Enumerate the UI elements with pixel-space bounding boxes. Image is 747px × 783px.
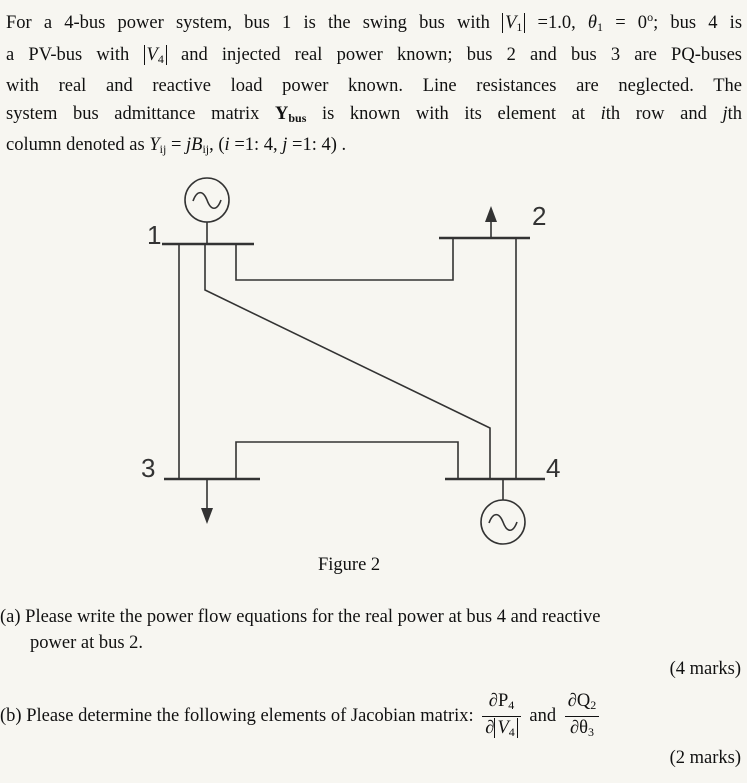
intro-text: th xyxy=(727,103,742,124)
ybus-symbol: Y xyxy=(274,103,289,124)
intro-text: =1: 4) . xyxy=(287,135,347,155)
sub: 2 xyxy=(590,698,597,712)
intro-line-3: with real and reactive load power known. Line resistances are neglected. The xyxy=(6,76,742,96)
and-word: and xyxy=(529,705,557,726)
intro-line-5 xyxy=(6,132,742,164)
question-a xyxy=(0,604,742,656)
var-i: i xyxy=(224,135,230,155)
question-a-line1: (a) Please write the power flow equations for the real power at bus 4 and reactive xyxy=(0,607,601,627)
frac-num xyxy=(482,690,520,717)
var-v: V xyxy=(505,13,517,33)
intro-line-2 xyxy=(6,42,742,74)
sub: 1 xyxy=(516,20,523,34)
intro-line-4 xyxy=(6,101,742,133)
frac-den xyxy=(565,717,600,743)
arrow-up-icon xyxy=(485,206,497,222)
bus-label-1: 1 xyxy=(147,220,162,250)
sub: 1 xyxy=(597,20,604,34)
intro-text: a PV-bus with xyxy=(6,44,144,65)
var-v: V xyxy=(497,718,509,738)
question-b-text: (b) Please determine the following elements of Jacobian matrix: xyxy=(0,705,474,726)
intro-text: = xyxy=(166,135,186,155)
sub: ij xyxy=(159,142,167,156)
question-b xyxy=(0,690,742,743)
question-a-marks: (4 marks) xyxy=(669,659,741,679)
var-jb: jB xyxy=(186,135,203,155)
question-b-marks: (2 marks) xyxy=(669,748,741,768)
intro-text: system bus admittance matrix xyxy=(6,103,275,124)
intro-text: = 0 xyxy=(603,13,648,33)
abs-v1 xyxy=(502,13,525,33)
fraction-dp4-dv4 xyxy=(482,690,520,743)
sub: 3 xyxy=(587,725,594,739)
ybus-sub: bus xyxy=(288,110,307,125)
var-v: V xyxy=(146,44,158,65)
frac-num xyxy=(565,690,600,717)
frac-den-text: ∂ xyxy=(485,718,495,738)
sine-wave-icon xyxy=(193,193,221,209)
sine-wave-icon xyxy=(489,515,517,531)
sub: ij xyxy=(202,142,210,156)
abs-v4 xyxy=(144,45,167,65)
abs-v4-den xyxy=(494,718,517,738)
intro-text: =1.0, xyxy=(525,13,588,33)
arrow-down-icon xyxy=(201,508,213,524)
frac-den xyxy=(482,717,520,743)
intro-text: =1: 4, xyxy=(229,135,283,155)
problem-intro xyxy=(6,4,742,164)
var-i: i xyxy=(600,103,606,124)
intro-text: , ( xyxy=(209,135,225,155)
frac-num-text: ∂Q xyxy=(567,691,591,711)
var-y: Y xyxy=(149,135,160,155)
intro-text: and injected real power known; bus 2 and bus 3 are PQ-buses xyxy=(166,44,742,65)
frac-num-text: ∂P xyxy=(488,691,509,711)
intro-text: is known with its element at xyxy=(306,103,601,124)
intro-text: For a 4-bus power system, bus 1 is the swing bus with xyxy=(6,13,503,33)
figure-caption: Figure 2 xyxy=(318,555,381,575)
var-j: j xyxy=(282,135,288,155)
degree-sup: o xyxy=(647,10,654,24)
intro-text: ; bus 4 is xyxy=(653,13,743,33)
intro-text: column denoted as xyxy=(6,135,150,155)
question-a-line2: power at bus 2. xyxy=(30,633,144,653)
intro-line-1 xyxy=(6,4,742,42)
bus-label-3: 3 xyxy=(141,453,156,483)
frac-den-text: ∂θ xyxy=(569,718,588,738)
sub: 4 xyxy=(508,698,515,712)
power-system-diagram xyxy=(0,170,747,550)
bus-label-4: 4 xyxy=(546,453,561,483)
line-3-4 xyxy=(236,442,458,479)
var-j: j xyxy=(722,103,728,124)
intro-text: th row and xyxy=(605,103,723,124)
bus-label-2: 2 xyxy=(532,201,547,231)
var-theta: θ xyxy=(587,13,598,33)
fraction-dq2-dtheta3 xyxy=(565,690,600,743)
sub: 4 xyxy=(508,725,515,739)
sub: 4 xyxy=(157,51,164,66)
line-1-2 xyxy=(236,238,453,280)
